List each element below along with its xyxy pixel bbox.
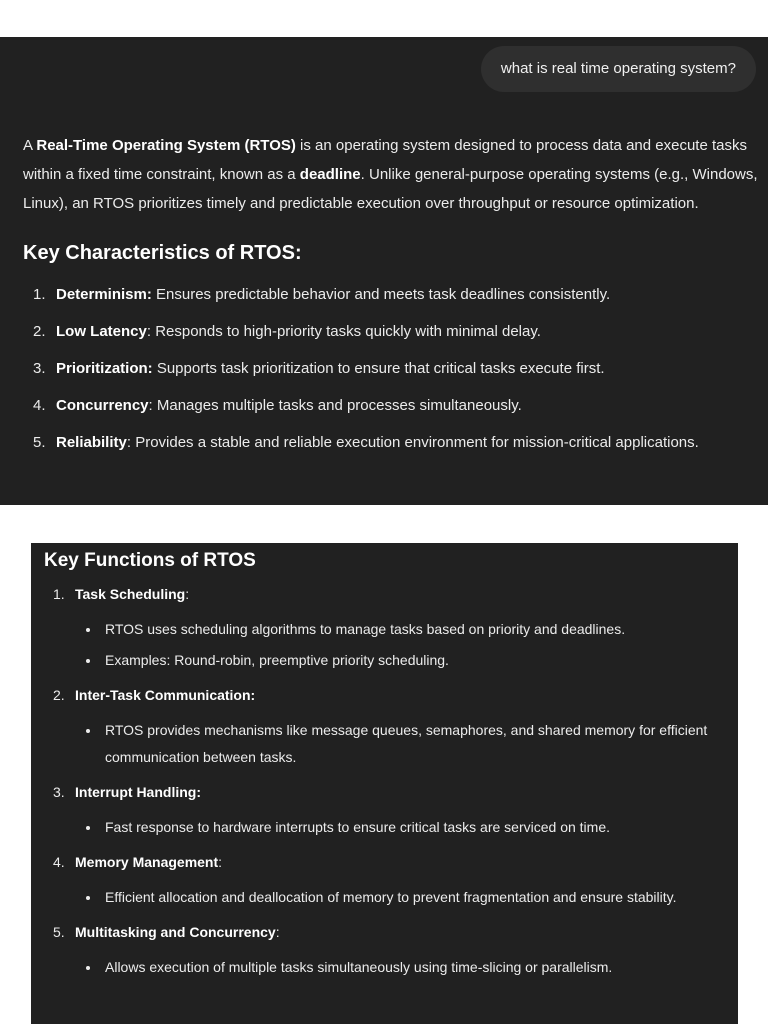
function-bullets [44,814,734,841]
user-message-bubble: what is real time operating system? [481,46,756,92]
bullet-item: Efficient allocation and deallocation of memory to prevent fragmentation and ensure stability. [44,884,734,911]
intro-text: . Unlike general-purpose operating systems (e.g., Windows, Linux), an RTOS prioritizes timely and predictable execution over throughput or resource optimization. [23,166,758,212]
list-desc: : Manages multiple tasks and processes simultaneously. [148,397,522,414]
list-item [23,387,759,424]
list-item [23,424,759,461]
characteristics-list [23,276,759,461]
function-term: Interrupt Handling: [75,784,201,800]
intro-bold-deadline: deadline [299,166,361,183]
function-item [44,915,734,981]
list-number: 3. [53,784,65,800]
functions-list [44,577,734,981]
characteristics-heading: Key Characteristics of RTOS: [23,242,302,264]
list-term: Reliability [56,434,127,451]
functions-heading: Key Functions of RTOS [44,550,256,571]
function-term: Memory Management [75,854,219,870]
function-bullets [44,884,734,911]
list-desc: Ensures predictable behavior and meets task deadlines consistently. [151,286,611,303]
function-bullets [44,717,734,771]
list-number: 4. [53,854,65,870]
function-item [44,845,734,911]
list-desc: : Responds to high-priority tasks quickly with minimal delay. [146,323,541,340]
list-number: 4. [33,397,46,414]
function-title [44,678,734,713]
intro-text: A [23,137,37,154]
list-desc: Supports task prioritization to ensure that critical tasks execute first. [152,360,605,377]
list-number: 5. [53,924,65,940]
function-title [44,915,734,950]
function-item [44,577,734,674]
functions-panel [31,543,738,1024]
bullet-item: Examples: Round-robin, preemptive priority scheduling. [44,647,734,674]
function-item [44,775,734,841]
list-term: Concurrency [56,397,149,414]
list-item [23,313,759,350]
functions-content [44,547,734,985]
list-item [23,350,759,387]
list-number: 2. [53,687,65,703]
function-term: Inter-Task Communication: [75,687,256,703]
list-number: 3. [33,360,46,377]
function-suffix: : [275,924,280,940]
bullet-item: RTOS uses scheduling algorithms to manage tasks based on priority and deadlines. [44,616,734,643]
function-bullets [44,954,734,981]
list-term: Prioritization: [56,360,153,377]
function-suffix: : [185,586,190,602]
function-bullets [44,616,734,674]
intro-bold-term: Real-Time Operating System (RTOS) [36,137,296,154]
intro-paragraph [23,131,759,218]
function-title [44,577,734,612]
list-desc: : Provides a stable and reliable execution environment for mission-critical applications. [126,434,699,451]
assistant-answer [23,131,759,461]
function-title [44,845,734,880]
function-term: Task Scheduling [75,586,186,602]
chat-panel [0,37,768,505]
function-item [44,678,734,771]
list-term: Determinism: [56,286,152,303]
list-number: 2. [33,323,46,340]
function-term: Multitasking and Concurrency [75,924,276,940]
intro-text: is an operating system designed to process data and execute tasks within a fixed time constraint, known as a [23,137,747,183]
list-number: 1. [33,286,46,303]
function-title [44,775,734,810]
bullet-item: Allows execution of multiple tasks simultaneously using time-slicing or parallelism. [44,954,734,981]
list-number: 1. [53,586,65,602]
bullet-item: Fast response to hardware interrupts to ensure critical tasks are serviced on time. [44,814,734,841]
list-number: 5. [33,434,46,451]
list-item [23,276,759,313]
list-term: Low Latency [56,323,147,340]
function-suffix: : [218,854,223,870]
bullet-item: RTOS provides mechanisms like message queues, semaphores, and shared memory for efficient communication between tasks. [44,717,734,771]
